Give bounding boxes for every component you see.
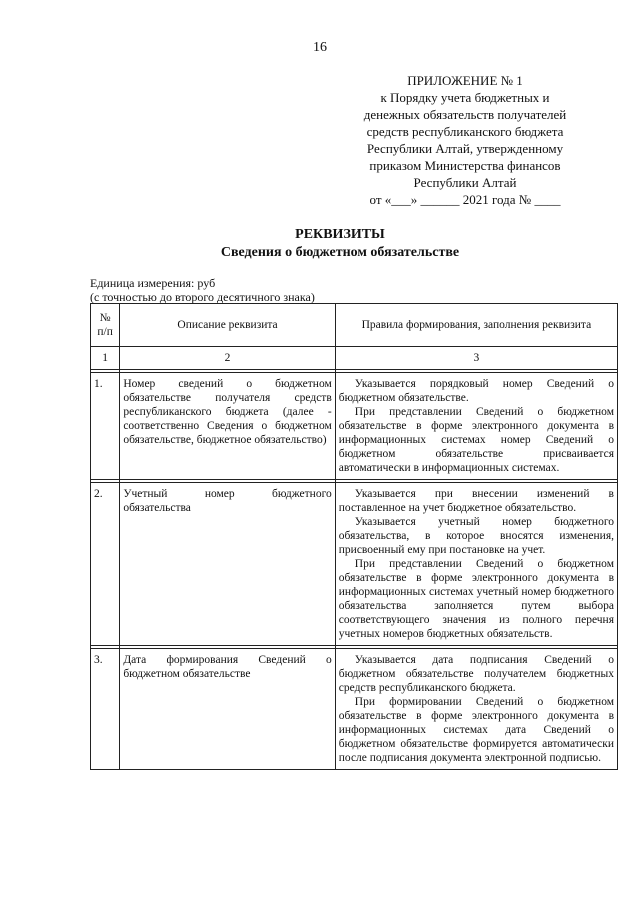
row-number: 1.: [91, 373, 120, 480]
appendix-line: Республики Алтай: [413, 175, 517, 190]
row-rules: [335, 373, 617, 480]
appendix-line: Республики Алтай, утвержденному: [366, 141, 564, 156]
title-main: РЕКВИЗИТЫ: [295, 227, 385, 242]
row-number: 3.: [91, 649, 120, 770]
appendix-line: от «___» ______ 2021 года № ____: [369, 192, 561, 207]
row-description: Дата формирования Сведений о бюджетном обязательстве: [120, 649, 335, 770]
document-title: [0, 226, 640, 262]
row-number: 2.: [91, 483, 120, 646]
rule-paragraph: При представлении Сведений о бюджетном обязательстве в форме электронного документа в информационных системах учетный номер бюджетного обязательства заполняется путем выбора соответствующего значения из полного перечня учетных номеров бюджетных обязательств.: [338, 558, 614, 640]
column-number: 2: [120, 347, 335, 370]
appendix-line: денежных обязательств получателей: [363, 107, 567, 122]
requisites-table: [90, 303, 618, 770]
row-description: Учетный номер бюджетного обязательства: [120, 483, 335, 646]
units-note: [90, 276, 315, 304]
table-row: [91, 649, 618, 770]
rule-paragraph: Указывается порядковый номер Сведений о бюджетном обязательстве.: [338, 378, 614, 404]
title-sub: Сведения о бюджетном обязательстве: [220, 245, 460, 260]
header-cell-description: Описание реквизита: [120, 304, 335, 347]
header-cell-rules: Правила формирования, заполнения реквизита: [335, 304, 617, 347]
row-description: Номер сведений о бюджетном обязательстве получателя средств республиканского бюджета (далее - соответственно Сведения о бюджетном обязательстве, бюджетное обязательство): [120, 373, 335, 480]
rule-paragraph: Указывается дата подписания Сведений о бюджетном обязательстве получателем бюджетных средств республиканского бюджета.: [338, 654, 614, 694]
units-precision-line: (с точностью до второго десятичного знака): [90, 290, 315, 304]
appendix-line: к Порядку учета бюджетных и: [380, 90, 550, 105]
rule-paragraph: Указывается при внесении изменений в поставленное на учет бюджетное обязательство.: [338, 488, 614, 514]
row-rules: [335, 649, 617, 770]
column-number: 1: [91, 347, 120, 370]
header-cell-number: № п/п: [91, 304, 120, 347]
units-line: Единица измерения: руб: [90, 276, 216, 290]
rule-paragraph: Указывается учетный номер бюджетного обязательства, в которое вносятся изменения, присвоенный ему при постановке на учет.: [338, 516, 614, 556]
rule-paragraph: При представлении Сведений о бюджетном обязательстве в форме электронного документа в информационных системах номер Сведений о бюджетном обязательстве присваивается автоматически в информационных системах.: [338, 406, 614, 474]
appendix-line: приказом Министерства финансов: [369, 158, 561, 173]
column-number: 3: [335, 347, 617, 370]
row-rules: [335, 483, 617, 646]
page-number: 16: [313, 40, 327, 55]
table-header-row: [91, 304, 618, 347]
appendix-line: средств республиканского бюджета: [366, 124, 564, 139]
table-row: [91, 373, 618, 480]
appendix-block: [330, 72, 600, 208]
rule-paragraph: При формировании Сведений о бюджетном обязательстве в форме электронного документа в информационных системах дата Сведений о бюджетном обязательстве формируется автоматически после подписания документа электронной подписью.: [338, 696, 614, 764]
column-number-row: [91, 347, 618, 370]
appendix-line: ПРИЛОЖЕНИЕ № 1: [407, 73, 523, 88]
table-row: [91, 483, 618, 646]
